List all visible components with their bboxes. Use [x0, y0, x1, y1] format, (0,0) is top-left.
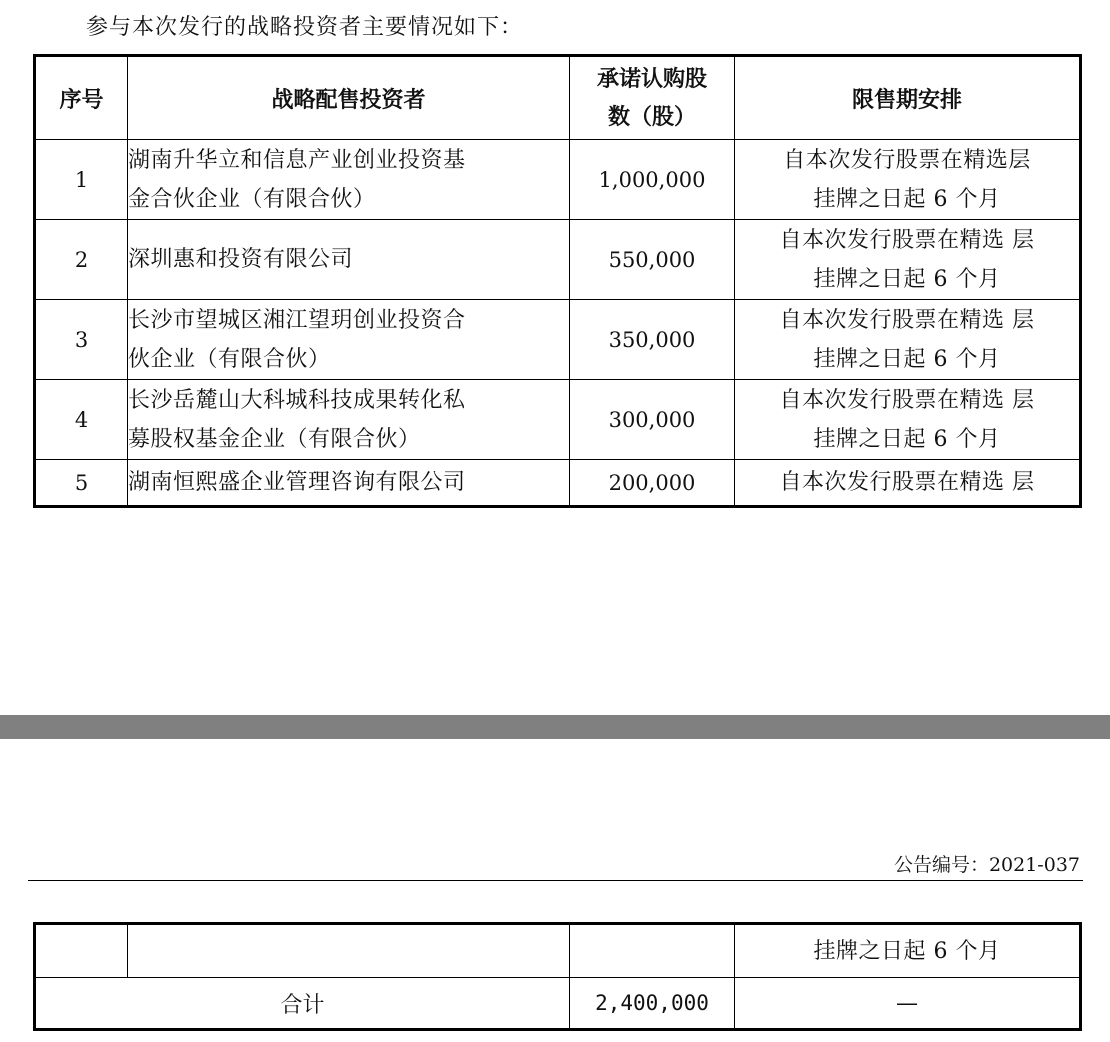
- row-investor-line1: 湖南恒熙盛企业管理咨询有限公司: [128, 470, 466, 495]
- total-shares: 2,400,000: [570, 978, 735, 1030]
- row-arrangement-line2: 挂牌之日起 6 个月: [813, 186, 1001, 212]
- row-shares: 550,000: [570, 220, 735, 300]
- row-investor-line1: 深圳惠和投资有限公司: [128, 247, 354, 272]
- strategic-investors-table: [33, 54, 1082, 508]
- row-index: 5: [35, 460, 128, 507]
- row-investor-line1: 长沙市望城区湘江望玥创业投资合: [128, 307, 466, 333]
- row-index: 2: [35, 220, 128, 300]
- table-row-continued: [35, 924, 1081, 978]
- header-shares-line1: 承诺认购股: [596, 66, 707, 92]
- row-shares: 350,000: [570, 300, 735, 380]
- row-shares: 300,000: [570, 380, 735, 460]
- row-arrangement-line1: 自本次发行股票在精选 层: [779, 307, 1035, 333]
- row-shares: 200,000: [570, 460, 735, 507]
- row-investor-line2: 募股权基金企业（有限合伙）: [128, 426, 421, 452]
- row-investor-line1: 湖南升华立和信息产业创业投资基: [128, 147, 466, 173]
- table-row: [35, 380, 1081, 460]
- row-investor: [128, 140, 570, 220]
- header-rule: [28, 880, 1083, 881]
- row-arrangement: [735, 460, 1081, 507]
- row-investor: [128, 300, 570, 380]
- row-investor: [128, 380, 570, 460]
- header-arrangement: 限售期安排: [735, 56, 1081, 140]
- row-index: 1: [35, 140, 128, 220]
- header-index: 序号: [35, 56, 128, 140]
- intro-text: 参与本次发行的战略投资者主要情况如下：: [86, 15, 524, 40]
- row-arrangement-line2: 挂牌之日起 6 个月: [813, 426, 1001, 452]
- table-row: [35, 220, 1081, 300]
- row-investor-line1: 长沙岳麓山大科城科技成果转化私: [128, 387, 466, 413]
- total-row: [35, 978, 1081, 1030]
- row-index: 4: [35, 380, 128, 460]
- cont-index-empty: [35, 924, 128, 978]
- row-arrangement: [735, 380, 1081, 460]
- row-shares: 1,000,000: [570, 140, 735, 220]
- total-label: 合计: [35, 978, 570, 1030]
- row-arrangement-line1: 自本次发行股票在精选层: [783, 147, 1031, 173]
- cont-investor-empty: [128, 924, 570, 978]
- row-arrangement-line1: 自本次发行股票在精选 层: [779, 470, 1035, 495]
- row-arrangement-line1: 自本次发行股票在精选 层: [779, 387, 1035, 413]
- page-break-divider: [0, 715, 1110, 739]
- table-row: [35, 460, 1081, 507]
- row-investor-line2: 伙企业（有限合伙）: [128, 346, 331, 372]
- row-investor-line2: 金合伙企业（有限合伙）: [128, 186, 376, 212]
- table-row: [35, 140, 1081, 220]
- header-shares-line2: 数（股）: [607, 104, 696, 130]
- row-arrangement-line1: 自本次发行股票在精选 层: [779, 227, 1035, 253]
- row-arrangement-line2: 挂牌之日起 6 个月: [813, 266, 1001, 292]
- header-shares: [570, 56, 735, 140]
- row-investor: [128, 460, 570, 507]
- row-investor: [128, 220, 570, 300]
- row-arrangement-line2: 挂牌之日起 6 个月: [813, 346, 1001, 372]
- table-header-row: [35, 56, 1081, 140]
- row-arrangement: [735, 140, 1081, 220]
- row-arrangement: [735, 220, 1081, 300]
- doc-number: 公告编号：2021-037: [893, 854, 1080, 876]
- cont-shares-empty: [570, 924, 735, 978]
- total-arrangement: —: [735, 978, 1081, 1030]
- table-row: [35, 300, 1081, 380]
- row-arrangement: [735, 300, 1081, 380]
- row-index: 3: [35, 300, 128, 380]
- cont-arrangement: 挂牌之日起 6 个月: [735, 924, 1081, 978]
- strategic-investors-table-continued: [33, 922, 1082, 1031]
- header-investor: 战略配售投资者: [128, 56, 570, 140]
